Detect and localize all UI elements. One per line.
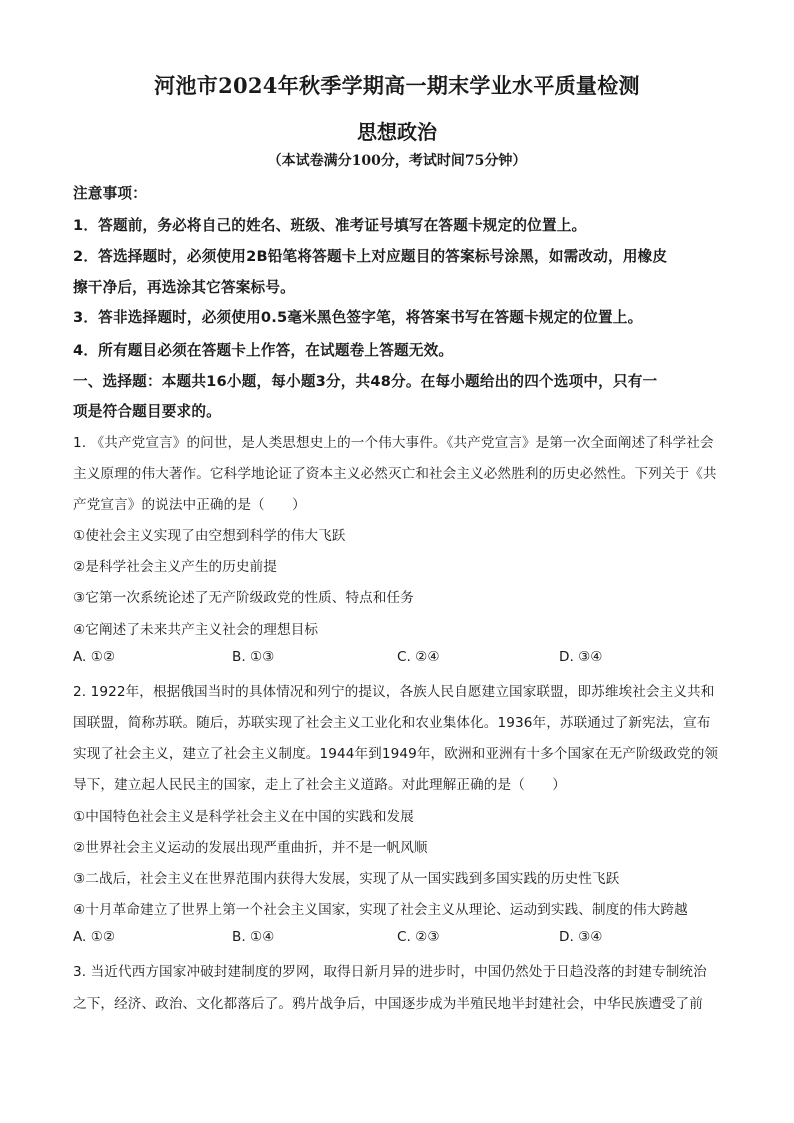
option-c[interactable]: C. ②④ [397, 649, 440, 665]
option-c[interactable]: C. ②③ [397, 929, 440, 945]
question-1-statement: ④它阐述了未来共产主义社会的理想目标 [73, 622, 319, 638]
exam-title: 河池市2024年秋季学期高一期末学业水平质量检测 [154, 73, 640, 98]
question-1-options [73, 649, 693, 669]
question-2-options [73, 929, 693, 949]
option-b[interactable]: B. ①④ [232, 929, 275, 945]
exam-info: （本试卷满分100分，考试时间75分钟） [267, 153, 527, 169]
notice-item: 擦干净后，再选涂其它答案标号。 [73, 279, 295, 296]
option-d[interactable]: D. ③④ [559, 929, 603, 945]
question-2-stem: 国联盟，简称苏联。随后，苏联实现了社会主义工业化和农业集体化。1936年，苏联通过了新宪法，宣布 [73, 715, 711, 731]
question-3-stem: 3. 当近代西方国家冲破封建制度的罗网，取得日新月异的进步时，中国仍然处于日趋没落的封建专制统治 [73, 964, 707, 980]
notice-item: 1．答题前，务必将自己的姓名、班级、准考证号填写在答题卡规定的位置上。 [73, 217, 587, 234]
option-d[interactable]: D. ③④ [559, 649, 603, 665]
subject-title: 思想政治 [357, 120, 437, 144]
option-a[interactable]: A. ①② [73, 929, 116, 945]
question-1-statement: ②是科学社会主义产生的历史前提 [73, 559, 277, 575]
notice-heading: 注意事项： [73, 185, 147, 202]
question-1-stem: 1. 《共产党宣言》的问世，是人类思想史上的一个伟大事件。《共产党宣言》是第一次全面阐述了科学社会 [73, 435, 714, 451]
question-3-stem: 之下，经济、政治、文化都落后了。鸦片战争后，中国逐步成为半殖民地半封建社会，中华民族遭受了前 [73, 996, 703, 1012]
section-heading: 项是符合题目要求的。 [73, 403, 221, 420]
question-1-stem: 产党宣言》的说法中正确的是（ ） [73, 497, 306, 513]
question-1-stem: 主义原理的伟大著作。它科学地论证了资本主义必然灭亡和社会主义必然胜利的历史必然性。下列关于《共 [73, 466, 717, 482]
question-2-statement: ③二战后，社会主义在世界范围内获得大发展，实现了从一国实践到多国实践的历史性飞跃 [73, 871, 620, 887]
question-1-statement: ③它第一次系统论述了无产阶级政党的性质、特点和任务 [73, 590, 414, 606]
section-heading: 一、选择题：本题共16小题，每小题3分，共48分。在每小题给出的四个选项中，只有一 [73, 373, 658, 390]
question-2-statement: ②世界社会主义运动的发展出现严重曲折，并不是一帆风顺 [73, 840, 428, 856]
option-b[interactable]: B. ①③ [232, 649, 275, 665]
question-2-stem: 导下，建立起人民民主的国家，走上了社会主义道路。对此理解正确的是（ ） [73, 777, 566, 793]
question-2-statement: ④十月革命建立了世界上第一个社会主义国家，实现了社会主义从理论、运动到实践、制度的伟大跨越 [73, 902, 688, 918]
question-1-statement: ①使社会主义实现了由空想到科学的伟大飞跃 [73, 528, 346, 544]
question-2-statement: ①中国特色社会主义是科学社会主义在中国的实践和发展 [73, 809, 414, 825]
question-2-stem: 2. 1922年，根据俄国当时的具体情况和列宁的提议，各族人民自愿建立国家联盟，即苏维埃社会主义共和 [73, 684, 715, 700]
option-a[interactable]: A. ①② [73, 649, 116, 665]
notice-item: 3．答非选择题时，必须使用0.5毫米黑色签字笔，将答案书写在答题卡规定的位置上。 [73, 309, 643, 326]
notice-item: 4．所有题目必须在答题卡上作答，在试题卷上答题无效。 [73, 342, 454, 359]
question-2-stem: 实现了社会主义，建立了社会主义制度。1944年到1949年，欧洲和亚洲有十多个国家在无产阶级政党的领 [73, 746, 719, 762]
notice-item: 2．答选择题时，必须使用2B铅笔将答题卡上对应题目的答案标号涂黑，如需改动，用橡皮 [73, 248, 668, 265]
